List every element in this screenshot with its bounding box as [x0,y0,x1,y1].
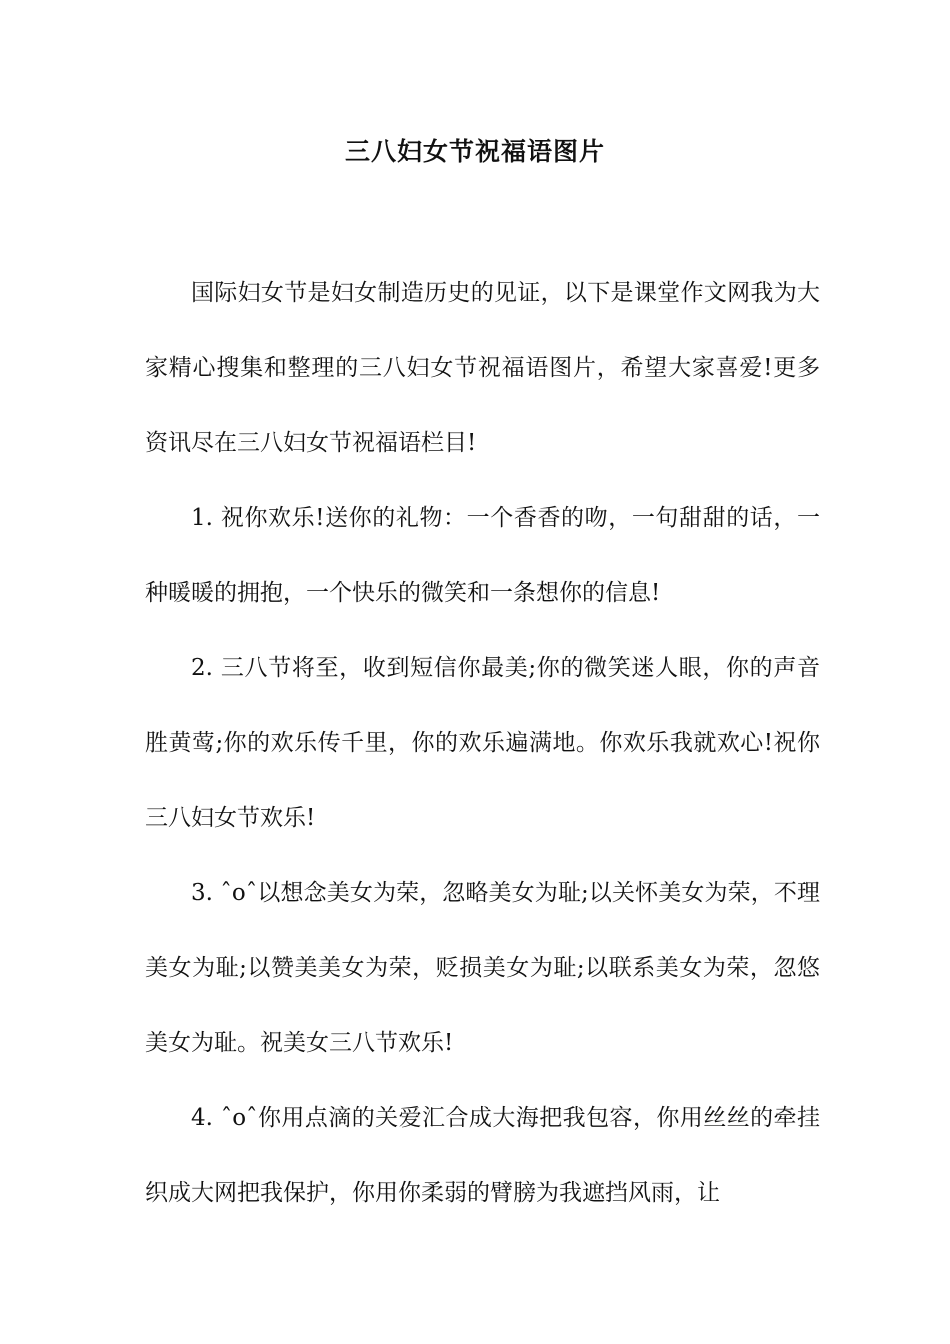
paragraph-item-3: 3. ˆoˆ以想念美女为荣，忽略美女为耻;以关怀美女为荣，不理美女为耻;以赞美美女为荣，贬损美女为耻;以联系美女为荣，忽悠美女为耻。祝美女三八节欢乐! [145,880,820,1056]
paragraph-item-1: 1. 祝你欢乐!送你的礼物：一个香香的吻，一句甜甜的话，一种暖暖的拥抱，一个快乐的微笑和一条想你的信息! [145,505,820,606]
paragraph-item-4: 4. ˆoˆ你用点滴的关爱汇合成大海把我包容，你用丝丝的牵挂织成大网把我保护，你用你柔弱的臂膀为我遮挡风雨，让 [145,1105,820,1206]
paragraph-item-2: 2. 三八节将至，收到短信你最美;你的微笑迷人眼，你的声音胜黄莺;你的欢乐传千里，你的欢乐遍满地。你欢乐我就欢心!祝你三八妇女节欢乐! [145,655,820,831]
page-title: 三八妇女节祝福语图片 [344,137,605,166]
document-body [145,256,820,1231]
paragraph-intro: 国际妇女节是妇女制造历史的见证，以下是课堂作文网我为大家精心搜集和整理的三八妇女节祝福语图片，希望大家喜爱!更多资讯尽在三八妇女节祝福语栏目! [145,280,820,456]
